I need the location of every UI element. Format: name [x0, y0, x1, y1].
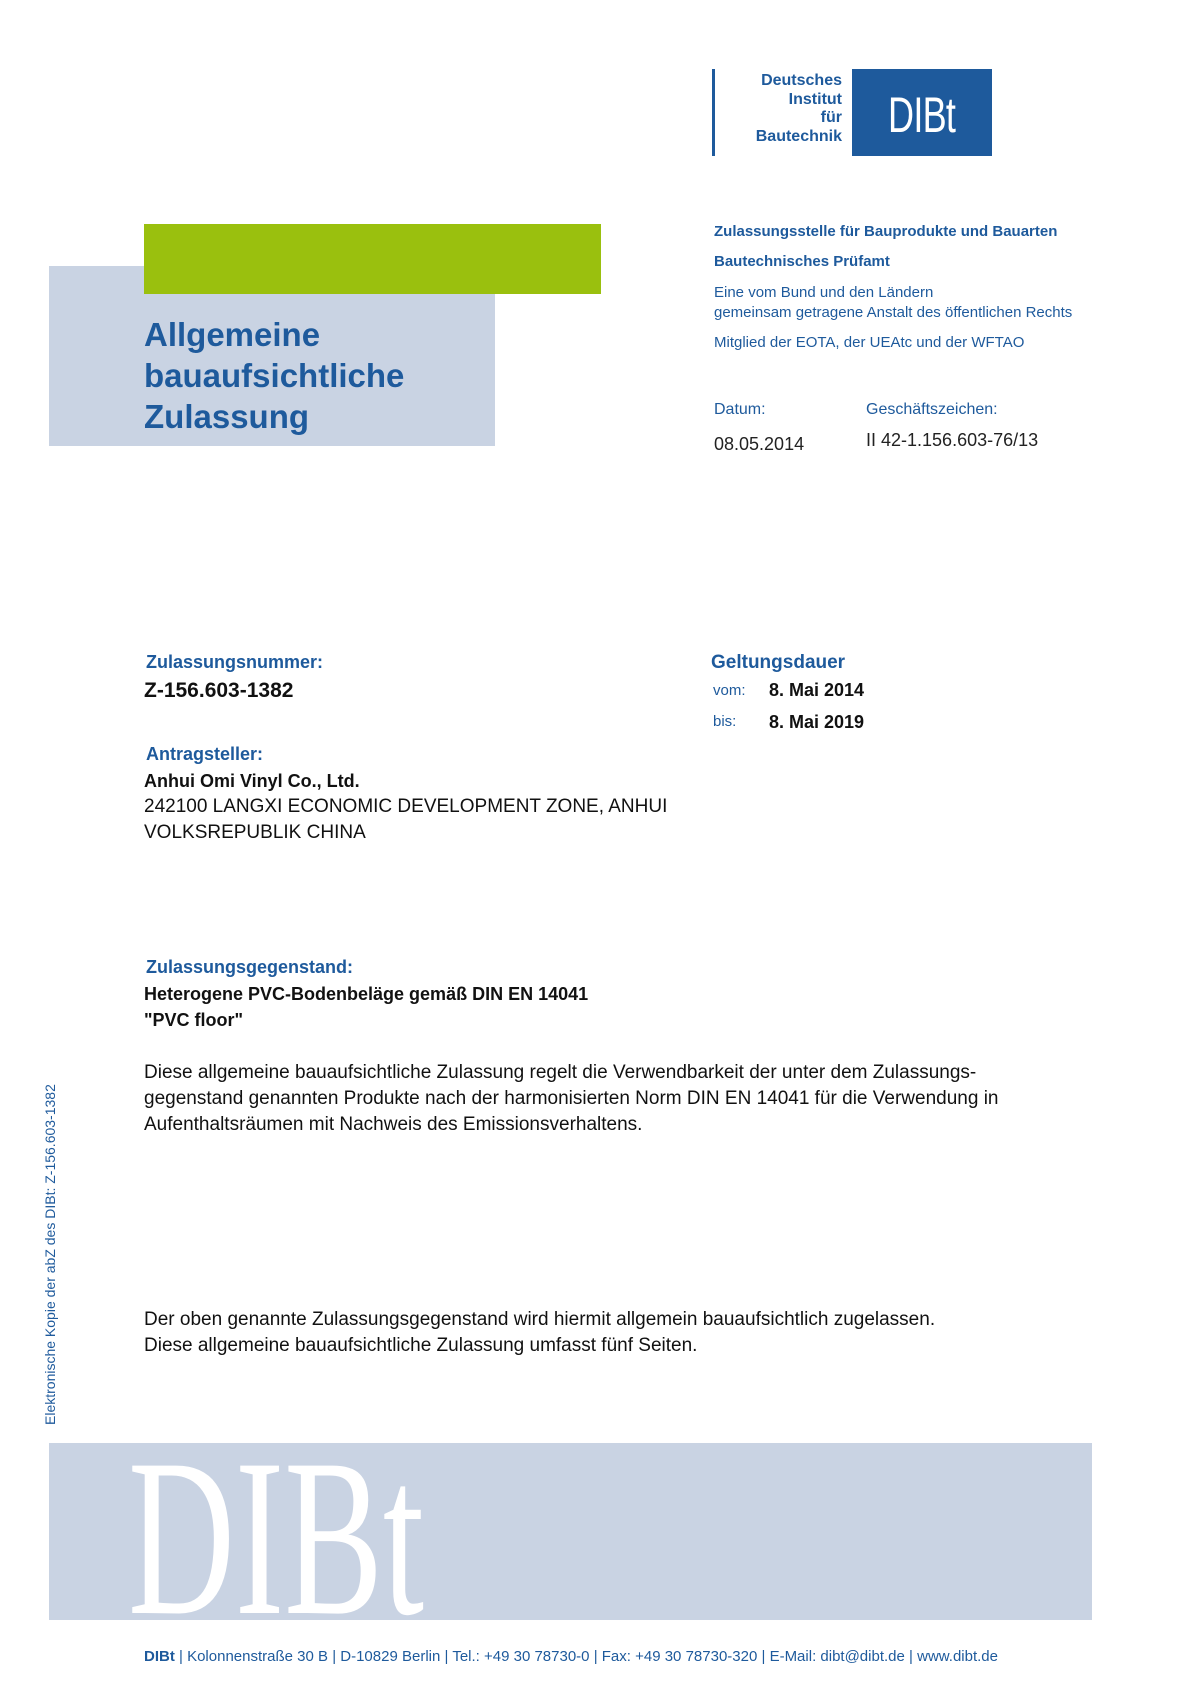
footer-contact — [144, 1648, 998, 1665]
footer-separator: | — [332, 1648, 337, 1665]
footer-separator: | — [179, 1648, 183, 1665]
authority-line-4: Mitglied der EOTA, der UEAtc und der WFTAO — [714, 334, 1025, 351]
authority-line-2: Bautechnisches Prüfamt — [714, 253, 890, 270]
scope-line: Diese allgemeine bauaufsichtliche Zulassung regelt die Verwendbarkeit der unter dem Zulassungs- — [144, 1062, 977, 1083]
footer-separator: | — [761, 1648, 766, 1665]
authority-line-3a: Eine vom Bund und den Ländern — [714, 284, 934, 301]
logo-line: Deutsches — [761, 72, 842, 89]
scope-line: gegenstand genannten Produkte nach der harmonisierten Norm DIN EN 14041 für die Verwendung in — [144, 1088, 999, 1109]
statement-line: Diese allgemeine bauaufsichtliche Zulassung umfasst fünf Seiten. — [144, 1335, 698, 1356]
accent-bar — [144, 224, 601, 294]
validity-to-value: 8. Mai 2019 — [769, 712, 865, 732]
logo-line: Bautechnik — [755, 127, 842, 145]
reference-value: II 42-1.156.603-76/13 — [866, 430, 1039, 450]
dibt-logo-text: DIBt — [888, 86, 956, 143]
applicant-address-2: VOLKSREPUBLIK CHINA — [144, 822, 366, 843]
statement-line: Der oben genannte Zulassungsgegenstand wird hiermit allgemein bauaufsichtlich zugelassen. — [144, 1309, 936, 1330]
footer-separator: | — [909, 1648, 913, 1665]
applicant-address-1: 242100 LANGXI ECONOMIC DEVELOPMENT ZONE, ANHUI — [144, 796, 668, 817]
logo-line: für — [820, 109, 842, 126]
footer-separator: | — [444, 1648, 449, 1665]
footer-city: D-10829 Berlin — [340, 1648, 441, 1665]
logo-line: Institut — [788, 90, 842, 108]
footer-address: Kolonnenstraße 30 B — [187, 1648, 329, 1665]
scope-paragraph — [144, 1060, 998, 1138]
authority-line-3b: gemeinsam getragene Anstalt des öffentlichen Rechts — [714, 304, 1073, 321]
document-title — [144, 314, 404, 437]
subject-label: Zulassungsgegenstand: — [146, 957, 354, 977]
footer-fax: Fax: +49 30 78730-320 — [601, 1648, 758, 1665]
title-line: bauaufsichtliche — [144, 357, 405, 394]
logo-wordmark — [730, 72, 842, 146]
applicant-name: Anhui Omi Vinyl Co., Ltd. — [144, 771, 360, 791]
approval-number-label: Zulassungsnummer: — [146, 652, 324, 672]
validity-label: Geltungsdauer — [711, 652, 846, 673]
title-line: Allgemeine — [144, 316, 321, 353]
authority-line-3 — [714, 283, 1072, 323]
footer-org: DIBt — [144, 1648, 175, 1665]
approval-number: Z-156.603-1382 — [144, 679, 294, 702]
validity-from-label: vom: — [713, 682, 746, 699]
reference-label: Geschäftszeichen: — [866, 401, 998, 418]
subject-line-2: "PVC floor" — [144, 1010, 244, 1030]
validity-from-value: 8. Mai 2014 — [769, 680, 865, 700]
authority-line-1: Zulassungsstelle für Bauprodukte und Bauarten — [714, 223, 1058, 240]
validity-to-label: bis: — [713, 713, 737, 730]
dibt-watermark-text: DIBt — [128, 1428, 424, 1628]
applicant-label: Antragsteller: — [146, 744, 264, 764]
approval-statement — [144, 1307, 935, 1359]
date-value: 08.05.2014 — [714, 434, 805, 454]
scope-line: Aufenthaltsräumen mit Nachweis des Emissionsverhaltens. — [144, 1114, 643, 1135]
footer-email[interactable]: E-Mail: dibt@dibt.de — [769, 1648, 905, 1665]
electronic-copy-note: Elektronische Kopie der abZ des DIBt: Z-156.603-1382 — [42, 1084, 58, 1425]
date-label: Datum: — [714, 401, 766, 418]
logo-divider — [712, 69, 715, 156]
footer-website[interactable]: www.dibt.de — [917, 1648, 998, 1665]
dibt-logo — [852, 69, 992, 156]
subject-line-1: Heterogene PVC-Bodenbeläge gemäß DIN EN 14041 — [144, 984, 589, 1004]
title-line: Zulassung — [144, 398, 310, 435]
dibt-watermark — [128, 1428, 428, 1628]
footer-phone: Tel.: +49 30 78730-0 — [452, 1648, 590, 1665]
footer-separator: | — [593, 1648, 598, 1665]
